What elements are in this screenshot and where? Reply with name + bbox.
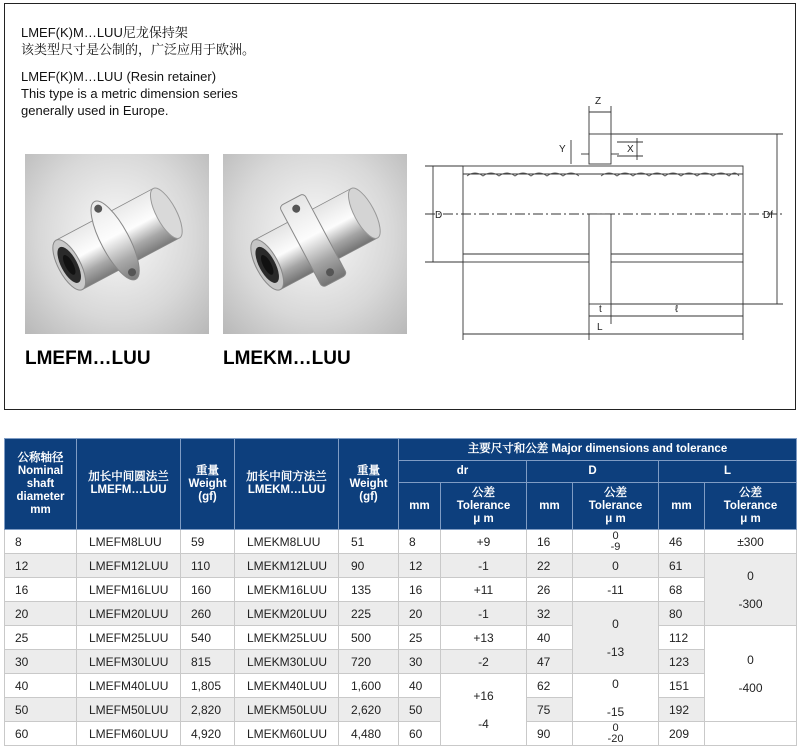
cell-dr-tol: -1	[441, 602, 527, 626]
dim-x: X	[627, 144, 634, 155]
col-w2-cn: 重量	[357, 464, 380, 477]
cell-l-tol-empty	[705, 722, 797, 746]
cell-lmekm: LMEKM40LUU	[235, 674, 339, 698]
d-tol-cn: 公差	[604, 486, 627, 499]
spec-table	[4, 438, 797, 746]
major-dimensions-header: 主要尺寸和公差 Major dimensions and tolerance	[399, 439, 797, 461]
col-w2-en2: (gf)	[359, 490, 378, 503]
dim-l-total: L	[597, 322, 603, 333]
intro-cn-line1: LMEF(K)M…LUU尼龙保持架	[21, 25, 188, 40]
col-w1-en2: (gf)	[198, 490, 217, 503]
d-mm-header: mm	[527, 483, 573, 530]
cell-d: 32	[527, 602, 573, 626]
col-shaft-cn: 公称轴径	[17, 451, 64, 464]
cell-shaft: 25	[5, 626, 77, 650]
d-tol-unit: μ m	[605, 512, 626, 525]
d-tol-en: Tolerance	[588, 499, 643, 512]
cell-w2: 90	[339, 554, 399, 578]
cell-l-tol-lower: -400	[738, 680, 763, 695]
cell-w2: 2,620	[339, 698, 399, 722]
cell-lmekm: LMEKM25LUU	[235, 626, 339, 650]
dim-l-small: ℓ	[675, 304, 679, 315]
cell-w2: 51	[339, 530, 399, 554]
cell-d-tol	[573, 722, 659, 746]
cell-dr: 40	[399, 674, 441, 698]
cell-d-tol-lower: -20	[607, 732, 624, 745]
cell-l-tol-group2	[705, 554, 797, 626]
cell-d: 47	[527, 650, 573, 674]
cell-lmefm: LMEFM40LUU	[77, 674, 181, 698]
cell-dr-tol: -1	[441, 554, 527, 578]
dr-tol-cn: 公差	[472, 486, 495, 499]
table-row	[5, 674, 797, 698]
intro-cn-line2: 该类型尺寸是公制的，广泛应用于欧洲。	[21, 42, 256, 57]
technical-drawing	[405, 94, 795, 354]
cell-dr: 20	[399, 602, 441, 626]
cell-shaft: 50	[5, 698, 77, 722]
cell-w1: 1,805	[181, 674, 235, 698]
cell-dr: 12	[399, 554, 441, 578]
cell-l: 151	[659, 674, 705, 698]
cell-shaft: 30	[5, 650, 77, 674]
cell-l-tol-upper: 0	[747, 652, 754, 667]
round-flange-bearing-photo	[25, 154, 209, 334]
col-lmefm-en: LMEFM…LUU	[90, 484, 167, 496]
cell-d-tol: 0	[573, 554, 659, 578]
cell-lmekm: LMEKM60LUU	[235, 722, 339, 746]
cell-w2: 500	[339, 626, 399, 650]
table-row	[5, 650, 797, 674]
l-tol-en: Tolerance	[723, 499, 778, 512]
col-shaft-header	[5, 439, 77, 530]
cell-d-tol-group5	[573, 674, 659, 722]
cell-lmefm: LMEFM8LUU	[77, 530, 181, 554]
table-row	[5, 602, 797, 626]
cell-lmefm: LMEFM20LUU	[77, 602, 181, 626]
caption-lmefm: LMEFM…LUU	[25, 348, 151, 369]
dim-d: D	[435, 210, 443, 221]
cell-lmefm: LMEFM30LUU	[77, 650, 181, 674]
col-l-header: L	[659, 461, 797, 483]
intro-en-line2: This type is a metric dimension series	[21, 86, 238, 101]
cell-shaft: 8	[5, 530, 77, 554]
l-tol-header	[705, 483, 797, 530]
cell-shaft: 20	[5, 602, 77, 626]
cell-l: 123	[659, 650, 705, 674]
cell-lmefm: LMEFM12LUU	[77, 554, 181, 578]
cell-l: 209	[659, 722, 705, 746]
cell-lmekm: LMEKM20LUU	[235, 602, 339, 626]
cell-lmefm: LMEFM16LUU	[77, 578, 181, 602]
col-w1-en1: Weight	[188, 477, 227, 490]
cell-l-tol-lower: -300	[738, 596, 763, 611]
col-lmefm-header	[77, 439, 181, 530]
cell-l-tol: ±300	[705, 530, 797, 554]
cell-l: 192	[659, 698, 705, 722]
col-shaft-en1: Nominal	[17, 464, 64, 477]
cell-shaft: 16	[5, 578, 77, 602]
cell-d: 90	[527, 722, 573, 746]
cell-l: 61	[659, 554, 705, 578]
col-shaft-en4: mm	[30, 503, 51, 516]
cell-dr: 8	[399, 530, 441, 554]
cell-dr: 25	[399, 626, 441, 650]
cell-l-tol-group3	[705, 626, 797, 722]
cell-dr: 60	[399, 722, 441, 746]
cell-w2: 225	[339, 602, 399, 626]
cell-shaft: 40	[5, 674, 77, 698]
cell-d: 16	[527, 530, 573, 554]
cell-w1: 815	[181, 650, 235, 674]
cell-lmefm: LMEFM25LUU	[77, 626, 181, 650]
cell-d-tol-lower: -13	[606, 644, 625, 659]
cell-d: 75	[527, 698, 573, 722]
cell-dr-tol-upper: +16	[473, 688, 494, 703]
intro-text	[21, 24, 255, 119]
cell-w1: 59	[181, 530, 235, 554]
dim-t: t	[599, 304, 602, 315]
cell-w2: 4,480	[339, 722, 399, 746]
dr-tol-header	[441, 483, 527, 530]
col-shaft-en3: diameter	[16, 490, 65, 503]
table-row	[5, 530, 797, 554]
cell-shaft: 12	[5, 554, 77, 578]
dr-tol-unit: μ m	[473, 512, 494, 525]
product-info-panel	[4, 3, 796, 410]
col-lmekm-en: LMEKM…LUU	[247, 484, 326, 496]
table-row	[5, 626, 797, 650]
cell-l: 68	[659, 578, 705, 602]
cell-dr: 50	[399, 698, 441, 722]
cell-d: 22	[527, 554, 573, 578]
cell-lmekm: LMEKM8LUU	[235, 530, 339, 554]
cell-d-tol-upper: 0	[612, 529, 619, 542]
cell-lmekm: LMEKM50LUU	[235, 698, 339, 722]
cell-d-tol: -11	[573, 578, 659, 602]
table-row	[5, 722, 797, 746]
col-w1-cn: 重量	[196, 464, 219, 477]
cell-d-tol	[573, 530, 659, 554]
dim-z: Z	[595, 96, 602, 107]
cell-dr: 16	[399, 578, 441, 602]
dim-y: Y	[559, 144, 566, 155]
cell-d-tol-lower: -9	[610, 540, 621, 553]
cell-dr-tol-group4	[441, 674, 527, 746]
col-dr-header: dr	[399, 461, 527, 483]
col-lmekm-cn: 加长中间方法兰	[246, 471, 327, 483]
cell-w2: 1,600	[339, 674, 399, 698]
col-lmekm-header	[235, 439, 339, 530]
cell-lmekm: LMEKM30LUU	[235, 650, 339, 674]
cell-lmekm: LMEKM12LUU	[235, 554, 339, 578]
table-row	[5, 578, 797, 602]
dim-df: Df	[763, 210, 773, 221]
cell-d: 26	[527, 578, 573, 602]
d-tol-header	[573, 483, 659, 530]
col-lmefm-cn: 加长中间圆法兰	[88, 471, 169, 483]
cell-d-tol-lower: -15	[606, 704, 625, 719]
square-flange-bearing-photo	[223, 154, 407, 334]
cell-w1: 2,820	[181, 698, 235, 722]
cell-l: 112	[659, 626, 705, 650]
cell-shaft: 60	[5, 722, 77, 746]
cell-l: 80	[659, 602, 705, 626]
table-row	[5, 554, 797, 578]
cell-lmefm: LMEFM60LUU	[77, 722, 181, 746]
l-mm-header: mm	[659, 483, 705, 530]
cell-dr-tol-lower: -4	[478, 716, 489, 731]
cell-dr-tol: +9	[441, 530, 527, 554]
cell-lmekm: LMEKM16LUU	[235, 578, 339, 602]
caption-lmekm: LMEKM…LUU	[223, 348, 351, 369]
cell-w1: 4,920	[181, 722, 235, 746]
cell-d: 40	[527, 626, 573, 650]
cell-l: 46	[659, 530, 705, 554]
cell-d-tol-group4	[573, 602, 659, 674]
l-tol-cn: 公差	[739, 486, 762, 499]
table-row	[5, 698, 797, 722]
cell-w1: 540	[181, 626, 235, 650]
cell-w1: 110	[181, 554, 235, 578]
col-weight1-header	[181, 439, 235, 530]
cell-lmefm: LMEFM50LUU	[77, 698, 181, 722]
col-weight2-header	[339, 439, 399, 530]
cell-w2: 135	[339, 578, 399, 602]
cell-dr-tol: +13	[441, 626, 527, 650]
col-d-header: D	[527, 461, 659, 483]
cell-d: 62	[527, 674, 573, 698]
intro-en-line1: LMEF(K)M…LUU (Resin retainer)	[21, 69, 217, 84]
col-w2-en1: Weight	[349, 477, 388, 490]
dr-tol-en: Tolerance	[456, 499, 511, 512]
cell-d-tol-upper: 0	[612, 721, 619, 734]
cell-dr: 30	[399, 650, 441, 674]
l-tol-unit: μ m	[740, 512, 761, 525]
intro-en-line3: generally used in Europe.	[21, 103, 169, 118]
cell-d-tol-upper: 0	[612, 616, 619, 631]
cell-dr-tol: +11	[441, 578, 527, 602]
cell-l-tol-upper: 0	[747, 568, 754, 583]
cell-d-tol-upper: 0	[612, 676, 619, 691]
cell-w2: 720	[339, 650, 399, 674]
col-shaft-en2: shaft	[26, 477, 55, 490]
cell-w1: 160	[181, 578, 235, 602]
cell-w1: 260	[181, 602, 235, 626]
dr-mm-header: mm	[399, 483, 441, 530]
cell-dr-tol: -2	[441, 650, 527, 674]
